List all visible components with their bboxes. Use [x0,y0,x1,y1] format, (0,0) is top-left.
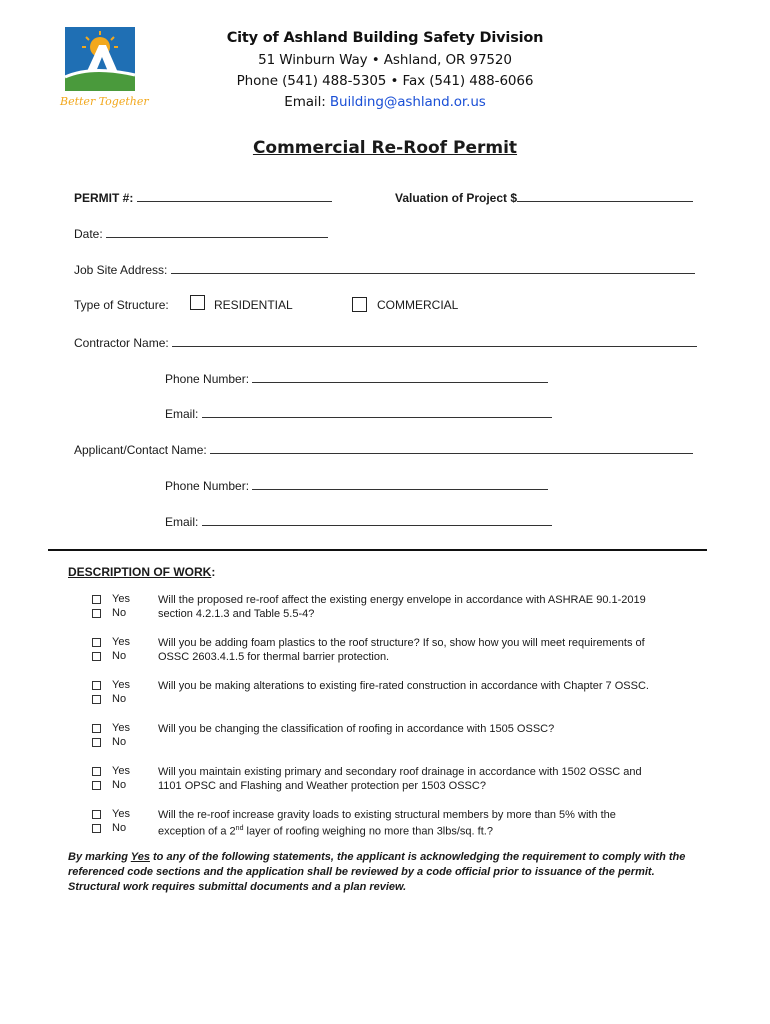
q5-no-checkbox[interactable] [92,781,101,790]
permit-field: PERMIT #: [74,191,332,205]
job-site-input[interactable] [171,263,695,274]
applicant-email-input[interactable] [202,515,552,526]
division-title: City of Ashland Building Safety Division [226,30,544,46]
city-logo [60,25,149,117]
contractor-phone-input[interactable] [252,372,548,383]
q6-yes-label: Yes [112,808,130,820]
q4-yes-checkbox[interactable] [92,724,101,733]
question-2-text: Will you be adding foam plastics to the roof structure? If so, show how you will meet requirements of OSSC 2603.4.1.5 for thermal barrier protection. [158,637,645,663]
logo-tagline: Better Together [60,95,149,108]
question-5-text: Will you maintain existing primary and secondary roof drainage in accordance with 1502 OSSC and 1101 OPSC and Flashing and Weather protection per 1503 OSSC? [158,766,642,792]
division-email: Email: Building@ashland.or.us [284,94,486,110]
contractor-phone-field: Phone Number: [165,372,548,386]
valuation-field: Valuation of Project $ [395,191,693,205]
q3-no-label: No [112,693,127,705]
q3-no-checkbox[interactable] [92,695,101,704]
q3-yes-label: Yes [112,679,130,691]
date-field: Date: [74,227,328,241]
residential-checkbox[interactable] [190,295,205,310]
q4-no-checkbox[interactable] [92,738,101,747]
commercial-checkbox[interactable] [352,297,367,312]
valuation-input[interactable] [517,191,693,202]
job-site-field: Job Site Address: [74,263,695,277]
q5-no-label: No [112,779,127,791]
contractor-field: Contractor Name: [74,336,697,350]
q2-yes-checkbox[interactable] [92,638,101,647]
permit-input[interactable] [137,191,332,202]
q6-yes-checkbox[interactable] [92,810,101,819]
q2-yes-label: Yes [112,636,130,648]
question-1-text: Will the proposed re-roof affect the existing energy envelope in accordance with ASHRAE 90.1-2019 section 4.2.1.3 and Table 5.5-4? [158,594,646,620]
q5-yes-label: Yes [112,765,130,777]
applicant-phone-field: Phone Number: [165,479,548,493]
question-6-text: Will the re-roof increase gravity loads to existing structural members by more than 5% with the exception of a 2nd layer of roofing weighing no more than 3lbs/sq. ft.? [158,809,616,838]
commercial-label: COMMERCIAL [377,298,459,312]
contractor-input[interactable] [172,336,697,347]
q5-yes-checkbox[interactable] [92,767,101,776]
applicant-email-field: Email: [165,515,552,529]
q4-no-label: No [112,736,127,748]
acknowledgement-note: By marking Yes to any of the following statements, the applicant is acknowledging the requirement to comply with the referenced code sections and the application shall be reviewed by a code official prior to issuance of the permit. Structural work requires submittal documents and a plan review. [68,851,686,893]
q1-no-label: No [112,607,127,619]
q6-no-label: No [112,822,127,834]
q1-no-checkbox[interactable] [92,609,101,618]
q2-no-checkbox[interactable] [92,652,101,661]
email-link[interactable]: Building@ashland.or.us [329,94,486,110]
section-divider [48,549,707,551]
division-phone-fax: Phone (541) 488-5305 • Fax (541) 488-6066 [236,73,534,89]
contractor-email-field: Email: [165,407,552,421]
q1-yes-checkbox[interactable] [92,595,101,604]
q1-yes-label: Yes [112,593,130,605]
question-4-text: Will you be changing the classification of roofing in accordance with 1505 OSSC? [158,723,555,735]
structure-type-label: Type of Structure: [74,298,169,312]
applicant-field: Applicant/Contact Name: [74,443,693,457]
division-address: 51 Winburn Way • Ashland, OR 97520 [258,52,512,68]
q3-yes-checkbox[interactable] [92,681,101,690]
contractor-email-input[interactable] [202,407,552,418]
question-3-text: Will you be making alterations to existing fire-rated construction in accordance with Chapter 7 OSSC. [158,680,649,692]
form-title: Commercial Re-Roof Permit [252,138,518,158]
q2-no-label: No [112,650,127,662]
q6-no-checkbox[interactable] [92,824,101,833]
applicant-input[interactable] [210,443,693,454]
residential-label: RESIDENTIAL [214,298,293,312]
date-input[interactable] [106,227,328,238]
description-heading: DESCRIPTION OF WORK: [68,565,216,579]
applicant-phone-input[interactable] [252,479,548,490]
q4-yes-label: Yes [112,722,130,734]
